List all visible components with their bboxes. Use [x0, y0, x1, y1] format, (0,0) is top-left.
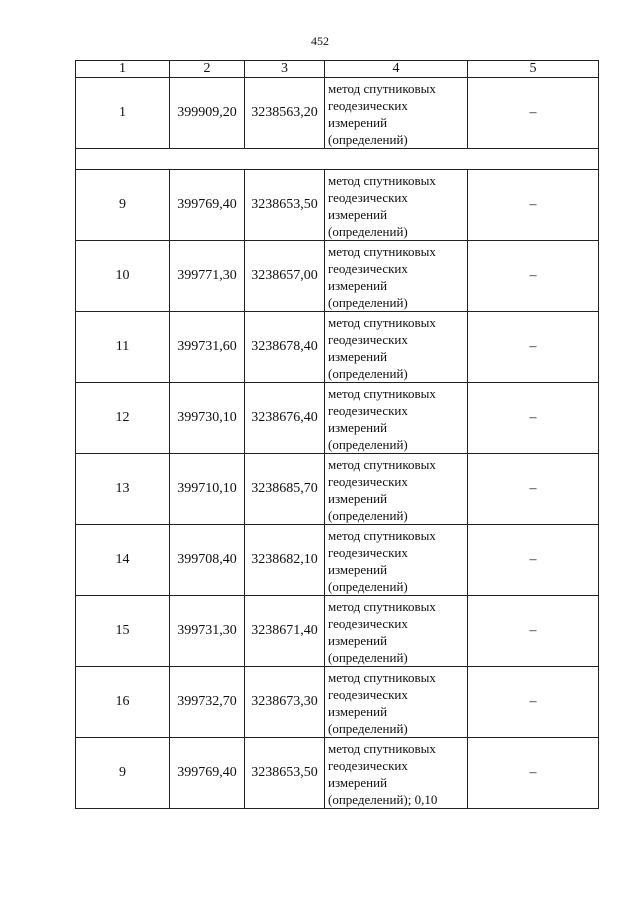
header-col-2: 2: [170, 61, 245, 78]
method-line: геодезических: [328, 474, 408, 489]
method-cell: [325, 596, 468, 667]
method-cell: [325, 312, 468, 383]
coord-y: 3238685,70: [245, 454, 325, 525]
coordinates-table: [75, 60, 599, 809]
table-row: [76, 170, 599, 241]
col5-value: –: [468, 78, 599, 149]
coord-y: 3238678,40: [245, 312, 325, 383]
method-line: геодезических: [328, 758, 408, 773]
col5-value: –: [468, 738, 599, 809]
header-row: [76, 61, 599, 78]
method-line: геодезических: [328, 98, 408, 113]
table-row: [76, 525, 599, 596]
coord-x: 399710,10: [170, 454, 245, 525]
point-number: 9: [76, 738, 170, 809]
col5-value: –: [468, 170, 599, 241]
col5-value: –: [468, 667, 599, 738]
table-row: [76, 78, 599, 149]
method-line: (определений): [328, 224, 408, 239]
col5-value: –: [468, 596, 599, 667]
method-line: измерений: [328, 633, 388, 648]
table-row: [76, 241, 599, 312]
table-row: [76, 738, 599, 809]
col5-value: –: [468, 383, 599, 454]
point-number: 9: [76, 170, 170, 241]
page-number: 452: [311, 34, 329, 48]
point-number: 13: [76, 454, 170, 525]
method-cell: [325, 667, 468, 738]
col5-value: –: [468, 525, 599, 596]
method-line: метод спутниковых: [328, 670, 436, 685]
coord-x: 399731,60: [170, 312, 245, 383]
col5-value: –: [468, 241, 599, 312]
method-line: измерений: [328, 207, 388, 222]
method-line: (определений): [328, 366, 408, 381]
coord-x: 399771,30: [170, 241, 245, 312]
coord-x: 399769,40: [170, 170, 245, 241]
method-line: измерений: [328, 115, 388, 130]
header-col-3: 3: [245, 61, 325, 78]
method-line: геодезических: [328, 403, 408, 418]
header-col-4: 4: [325, 61, 468, 78]
method-cell: [325, 454, 468, 525]
method-line: измерений: [328, 349, 388, 364]
method-line: геодезических: [328, 332, 408, 347]
method-line: метод спутниковых: [328, 457, 436, 472]
point-number: 11: [76, 312, 170, 383]
method-line: (определений): [328, 650, 408, 665]
coord-y: 3238653,50: [245, 170, 325, 241]
method-cell: [325, 241, 468, 312]
method-line: (определений): [328, 508, 408, 523]
header-col-5: 5: [468, 61, 599, 78]
method-line: (определений); 0,10: [328, 792, 438, 807]
table-row: [76, 454, 599, 525]
coord-x: 399769,40: [170, 738, 245, 809]
coord-y: 3238657,00: [245, 241, 325, 312]
method-line: геодезических: [328, 616, 408, 631]
coord-y: 3238676,40: [245, 383, 325, 454]
method-line: измерений: [328, 491, 388, 506]
table-row: [76, 596, 599, 667]
method-line: (определений): [328, 437, 408, 452]
coord-x: 399731,30: [170, 596, 245, 667]
point-number: 10: [76, 241, 170, 312]
method-line: геодезических: [328, 190, 408, 205]
coord-y: 3238671,40: [245, 596, 325, 667]
method-cell: [325, 525, 468, 596]
method-line: метод спутниковых: [328, 315, 436, 330]
coord-y: 3238563,20: [245, 78, 325, 149]
coord-y: 3238673,30: [245, 667, 325, 738]
coord-x: 399732,70: [170, 667, 245, 738]
method-line: измерений: [328, 420, 388, 435]
coord-x: 399730,10: [170, 383, 245, 454]
header-col-1: 1: [76, 61, 170, 78]
point-number: 1: [76, 78, 170, 149]
method-line: метод спутниковых: [328, 599, 436, 614]
method-line: геодезических: [328, 545, 408, 560]
table-row: [76, 667, 599, 738]
coord-y: 3238682,10: [245, 525, 325, 596]
point-number: 16: [76, 667, 170, 738]
method-line: измерений: [328, 704, 388, 719]
coord-x: 399708,40: [170, 525, 245, 596]
method-line: метод спутниковых: [328, 386, 436, 401]
point-number: 14: [76, 525, 170, 596]
method-line: (определений): [328, 721, 408, 736]
point-number: 12: [76, 383, 170, 454]
point-number: 15: [76, 596, 170, 667]
method-line: измерений: [328, 562, 388, 577]
method-line: геодезических: [328, 261, 408, 276]
coord-x: 399909,20: [170, 78, 245, 149]
method-cell: [325, 170, 468, 241]
method-line: метод спутниковых: [328, 528, 436, 543]
col5-value: –: [468, 454, 599, 525]
table-row: [76, 383, 599, 454]
method-line: (определений): [328, 579, 408, 594]
method-cell: [325, 738, 468, 809]
method-line: метод спутниковых: [328, 81, 436, 96]
method-line: измерений: [328, 775, 388, 790]
method-line: метод спутниковых: [328, 173, 436, 188]
method-line: геодезических: [328, 687, 408, 702]
method-line: метод спутниковых: [328, 741, 436, 756]
table-row: [76, 312, 599, 383]
method-line: измерений: [328, 278, 388, 293]
coord-y: 3238653,50: [245, 738, 325, 809]
col5-value: –: [468, 312, 599, 383]
method-cell: [325, 78, 468, 149]
method-cell: [325, 383, 468, 454]
method-line: метод спутниковых: [328, 244, 436, 259]
gap-cell: [76, 149, 599, 170]
method-line: (определений): [328, 132, 408, 147]
table-gap-row: [76, 149, 599, 170]
method-line: (определений): [328, 295, 408, 310]
